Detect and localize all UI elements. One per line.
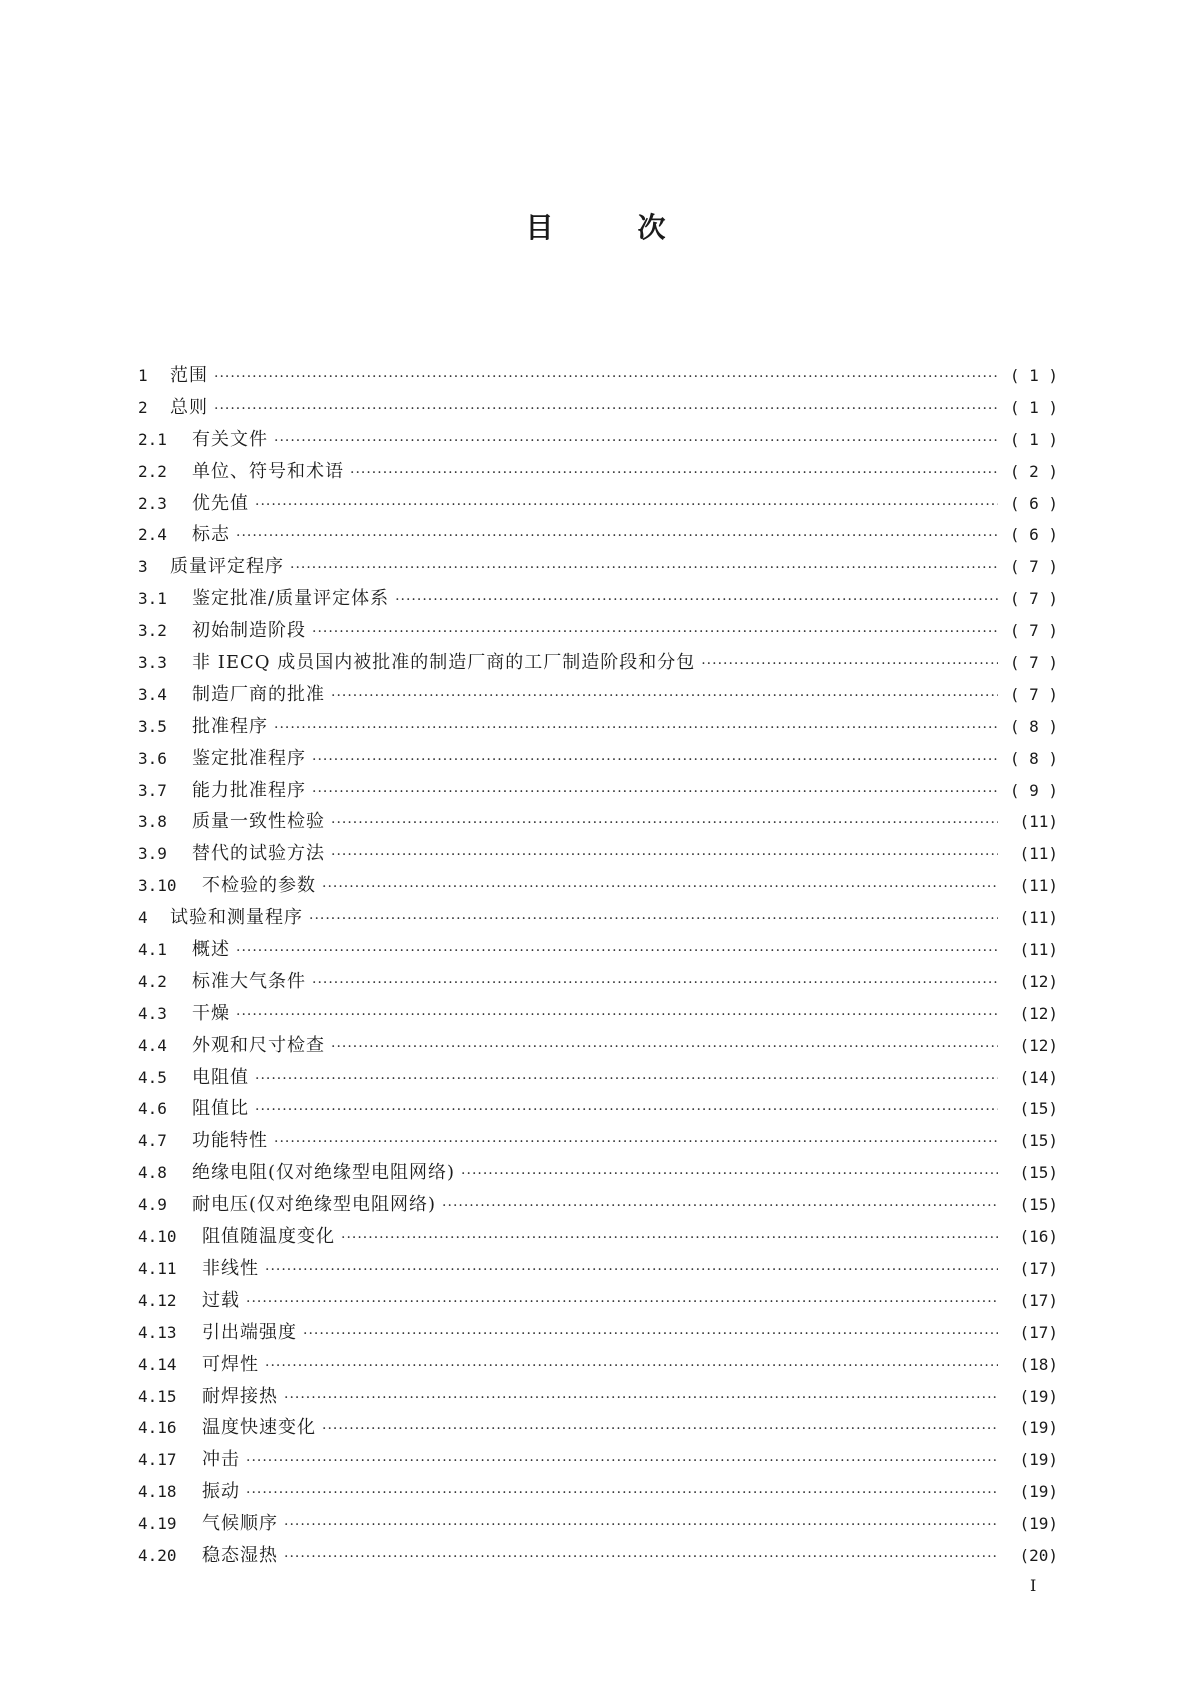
toc-entry-number: 4.4 bbox=[138, 1035, 167, 1055]
toc-entry-number: 3.10 bbox=[138, 876, 177, 896]
toc-entry[interactable] bbox=[138, 1062, 1058, 1094]
toc-entry-page: ( 7 ) bbox=[1009, 589, 1058, 609]
toc-entry-number: 3.1 bbox=[138, 589, 167, 609]
toc-entry-title: 单位、符号和术语 bbox=[192, 460, 344, 482]
toc-entry[interactable] bbox=[138, 1253, 1058, 1285]
toc-entry-title: 鉴定批准/质量评定体系 bbox=[192, 588, 390, 610]
toc-entry-page: (12) bbox=[1019, 1003, 1058, 1023]
toc-entry-title: 优先值 bbox=[192, 492, 249, 514]
toc-entry-page: (19) bbox=[1019, 1386, 1058, 1406]
toc-entry[interactable] bbox=[138, 1317, 1058, 1349]
toc-entry-page: (15) bbox=[1019, 1163, 1058, 1183]
toc-entry[interactable] bbox=[138, 424, 1058, 456]
toc-entry-page: ( 1 ) bbox=[1009, 397, 1058, 417]
table-of-contents bbox=[138, 360, 1058, 1572]
toc-entry[interactable] bbox=[138, 743, 1058, 775]
toc-leader-dots bbox=[265, 1255, 998, 1287]
toc-leader-dots bbox=[461, 1159, 998, 1191]
toc-entry-title: 过载 bbox=[202, 1289, 240, 1311]
toc-entry[interactable] bbox=[138, 1221, 1058, 1253]
toc-entry-title: 绝缘电阻(仅对绝缘型电阻网络) bbox=[192, 1162, 456, 1184]
toc-leader-dots bbox=[255, 490, 998, 522]
toc-entry-number: 2.4 bbox=[138, 525, 167, 545]
toc-entry[interactable] bbox=[138, 1508, 1058, 1540]
toc-entry-page: (17) bbox=[1019, 1290, 1058, 1310]
toc-entry[interactable] bbox=[138, 583, 1058, 615]
toc-leader-dots bbox=[442, 1191, 998, 1223]
toc-entry-page: (11) bbox=[1019, 812, 1058, 832]
toc-entry-title: 总则 bbox=[170, 396, 208, 418]
toc-entry[interactable] bbox=[138, 1093, 1058, 1125]
toc-entry-number: 3.6 bbox=[138, 748, 167, 768]
toc-entry-page: ( 1 ) bbox=[1009, 429, 1058, 449]
toc-entry-title: 外观和尺寸检查 bbox=[192, 1034, 325, 1056]
toc-entry-title: 不检验的参数 bbox=[202, 875, 316, 897]
toc-entry-page: (15) bbox=[1019, 1131, 1058, 1151]
toc-entry-number: 4.16 bbox=[138, 1418, 177, 1438]
toc-entry-page: (19) bbox=[1019, 1450, 1058, 1470]
toc-entry-page: (12) bbox=[1019, 1035, 1058, 1055]
toc-entry-title: 质量一致性检验 bbox=[192, 811, 325, 833]
toc-leader-dots bbox=[331, 808, 998, 840]
toc-entry[interactable] bbox=[138, 1030, 1058, 1062]
toc-entry-page: (14) bbox=[1019, 1067, 1058, 1087]
toc-leader-dots bbox=[290, 553, 998, 585]
toc-entry[interactable] bbox=[138, 519, 1058, 551]
toc-entry-number: 4.2 bbox=[138, 971, 167, 991]
toc-entry[interactable] bbox=[138, 1285, 1058, 1317]
toc-entry-number: 2.3 bbox=[138, 493, 167, 513]
toc-entry-title: 初始制造阶段 bbox=[192, 620, 306, 642]
toc-entry-page: ( 7 ) bbox=[1009, 621, 1058, 641]
toc-entry-number: 4.19 bbox=[138, 1514, 177, 1534]
toc-leader-dots bbox=[312, 745, 998, 777]
toc-entry-page: (11) bbox=[1019, 876, 1058, 896]
toc-entry[interactable] bbox=[138, 711, 1058, 743]
toc-entry-page: (11) bbox=[1019, 844, 1058, 864]
toc-entry-number: 4.10 bbox=[138, 1227, 177, 1247]
toc-entry[interactable] bbox=[138, 1157, 1058, 1189]
toc-entry-title: 标准大气条件 bbox=[192, 970, 306, 992]
toc-entry-page: ( 7 ) bbox=[1009, 684, 1058, 704]
toc-entry-title: 电阻值 bbox=[192, 1066, 249, 1088]
toc-leader-dots bbox=[214, 394, 998, 426]
toc-leader-dots bbox=[341, 1223, 998, 1255]
page-folio: I bbox=[1030, 1576, 1037, 1595]
toc-entry[interactable] bbox=[138, 615, 1058, 647]
toc-entry-title: 阻值比 bbox=[192, 1098, 249, 1120]
toc-leader-dots bbox=[255, 1095, 998, 1127]
toc-entry-page: (15) bbox=[1019, 1195, 1058, 1215]
toc-entry-number: 4.15 bbox=[138, 1386, 177, 1406]
toc-leader-dots bbox=[312, 777, 998, 809]
toc-entry-page: (18) bbox=[1019, 1354, 1058, 1374]
toc-entry-title: 气候顺序 bbox=[202, 1513, 278, 1535]
toc-entry[interactable] bbox=[138, 1540, 1058, 1572]
toc-entry-number: 3.8 bbox=[138, 812, 167, 832]
toc-entry[interactable] bbox=[138, 1349, 1058, 1381]
toc-entry-number: 3.2 bbox=[138, 621, 167, 641]
toc-entry-title: 引出端强度 bbox=[202, 1321, 297, 1343]
toc-entry-page: ( 1 ) bbox=[1009, 366, 1058, 385]
toc-leader-dots bbox=[284, 1542, 998, 1574]
toc-entry[interactable] bbox=[138, 456, 1058, 488]
toc-entry-title: 耐电压(仅对绝缘型电阻网络) bbox=[192, 1194, 437, 1216]
toc-leader-dots bbox=[214, 362, 998, 394]
toc-entry-page: ( 6 ) bbox=[1009, 493, 1058, 513]
toc-leader-dots bbox=[265, 1351, 998, 1383]
page-title-char-1: 目 bbox=[525, 211, 554, 244]
toc-entry-number: 4.9 bbox=[138, 1195, 167, 1215]
toc-leader-dots bbox=[255, 1064, 998, 1096]
toc-entry[interactable] bbox=[138, 360, 1058, 392]
toc-entry-title: 干燥 bbox=[192, 1002, 230, 1024]
toc-entry-title: 非 IECQ 成员国内被批准的制造厂商的工厂制造阶段和分包 bbox=[192, 652, 696, 674]
toc-entry-number: 4 bbox=[138, 908, 148, 928]
toc-entry-title: 能力批准程序 bbox=[192, 779, 306, 801]
toc-entry[interactable] bbox=[138, 679, 1058, 711]
toc-entry-number: 4.6 bbox=[138, 1099, 167, 1119]
toc-entry-title: 质量评定程序 bbox=[170, 556, 284, 578]
toc-leader-dots bbox=[309, 904, 998, 936]
toc-entry[interactable] bbox=[138, 488, 1058, 520]
toc-leader-dots bbox=[322, 872, 998, 904]
toc-leader-dots bbox=[331, 840, 998, 872]
toc-entry[interactable] bbox=[138, 838, 1058, 870]
toc-entry-number: 3.9 bbox=[138, 844, 167, 864]
toc-leader-dots bbox=[274, 713, 998, 745]
toc-leader-dots bbox=[236, 521, 998, 553]
toc-entry[interactable] bbox=[138, 1381, 1058, 1413]
toc-leader-dots bbox=[246, 1446, 998, 1478]
toc-entry-page: ( 8 ) bbox=[1009, 716, 1058, 736]
toc-entry[interactable] bbox=[138, 1412, 1058, 1444]
toc-entry-title: 功能特性 bbox=[192, 1130, 268, 1152]
toc-leader-dots bbox=[246, 1478, 998, 1510]
toc-entry-title: 冲击 bbox=[202, 1449, 240, 1471]
toc-entry-title: 可焊性 bbox=[202, 1353, 259, 1375]
toc-entry-number: 2.2 bbox=[138, 461, 167, 481]
toc-entry[interactable] bbox=[138, 998, 1058, 1030]
toc-entry[interactable] bbox=[138, 870, 1058, 902]
toc-entry-page: ( 7 ) bbox=[1009, 653, 1058, 673]
toc-entry[interactable] bbox=[138, 775, 1058, 807]
toc-leader-dots bbox=[236, 1000, 998, 1032]
toc-entry-number: 4.3 bbox=[138, 1003, 167, 1023]
toc-leader-dots bbox=[274, 426, 998, 458]
toc-leader-dots bbox=[246, 1287, 998, 1319]
toc-leader-dots bbox=[331, 681, 998, 713]
toc-entry-title: 稳态湿热 bbox=[202, 1544, 278, 1566]
toc-entry-page: (19) bbox=[1019, 1418, 1058, 1438]
toc-leader-dots bbox=[284, 1510, 998, 1542]
toc-entry-number: 1 bbox=[138, 366, 148, 385]
toc-entry[interactable] bbox=[138, 1444, 1058, 1476]
toc-entry-number: 4.7 bbox=[138, 1131, 167, 1151]
toc-entry-page: ( 9 ) bbox=[1009, 780, 1058, 800]
toc-entry-page: ( 7 ) bbox=[1009, 557, 1058, 577]
toc-leader-dots bbox=[350, 458, 998, 490]
toc-entry-title: 制造厂商的批准 bbox=[192, 683, 325, 705]
toc-entry-number: 2.1 bbox=[138, 429, 167, 449]
toc-entry-number: 4.18 bbox=[138, 1482, 177, 1502]
page-title bbox=[0, 208, 1191, 248]
toc-entry-number: 2 bbox=[138, 397, 148, 417]
toc-entry-page: (17) bbox=[1019, 1322, 1058, 1342]
toc-entry-title: 替代的试验方法 bbox=[192, 843, 325, 865]
toc-entry-number: 4.8 bbox=[138, 1163, 167, 1183]
toc-entry-title: 批准程序 bbox=[192, 715, 268, 737]
toc-leader-dots bbox=[312, 968, 998, 1000]
toc-entry-number: 4.14 bbox=[138, 1354, 177, 1374]
toc-leader-dots bbox=[274, 1127, 998, 1159]
toc-leader-dots bbox=[331, 1032, 998, 1064]
toc-entry-number: 3.7 bbox=[138, 780, 167, 800]
toc-entry[interactable] bbox=[138, 806, 1058, 838]
toc-entry[interactable] bbox=[138, 934, 1058, 966]
toc-entry-title: 非线性 bbox=[202, 1257, 259, 1279]
toc-entry-title: 鉴定批准程序 bbox=[192, 747, 306, 769]
toc-leader-dots bbox=[312, 617, 998, 649]
toc-leader-dots bbox=[395, 585, 998, 617]
toc-leader-dots bbox=[236, 936, 998, 968]
toc-entry[interactable] bbox=[138, 1189, 1058, 1221]
toc-entry[interactable] bbox=[138, 551, 1058, 583]
toc-entry-page: (20) bbox=[1019, 1545, 1058, 1565]
toc-entry-page: (15) bbox=[1019, 1099, 1058, 1119]
toc-entry-number: 4.5 bbox=[138, 1067, 167, 1087]
toc-entry-title: 有关文件 bbox=[192, 428, 268, 450]
toc-entry-number: 3.5 bbox=[138, 716, 167, 736]
toc-leader-dots bbox=[284, 1383, 998, 1415]
toc-leader-dots bbox=[701, 649, 998, 681]
toc-leader-dots bbox=[303, 1319, 998, 1351]
toc-entry-title: 标志 bbox=[192, 524, 230, 546]
toc-entry[interactable] bbox=[138, 647, 1058, 679]
toc-entry-number: 4.12 bbox=[138, 1290, 177, 1310]
toc-entry-page: ( 8 ) bbox=[1009, 748, 1058, 768]
toc-entry-page: (17) bbox=[1019, 1258, 1058, 1278]
toc-entry-number: 4.13 bbox=[138, 1322, 177, 1342]
toc-entry-page: (11) bbox=[1019, 908, 1058, 928]
toc-entry-number: 4.20 bbox=[138, 1545, 177, 1565]
toc-entry-title: 阻值随温度变化 bbox=[202, 1226, 335, 1248]
toc-entry-number: 3.3 bbox=[138, 653, 167, 673]
toc-entry-title: 耐焊接热 bbox=[202, 1385, 278, 1407]
toc-entry[interactable] bbox=[138, 392, 1058, 424]
toc-entry[interactable] bbox=[138, 966, 1058, 998]
toc-entry-page: ( 6 ) bbox=[1009, 525, 1058, 545]
toc-entry-number: 4.17 bbox=[138, 1450, 177, 1470]
toc-entry-page: (11) bbox=[1019, 940, 1058, 960]
toc-entry-number: 4.11 bbox=[138, 1258, 177, 1278]
toc-entry-page: (12) bbox=[1019, 971, 1058, 991]
page-title-char-2: 次 bbox=[637, 211, 666, 244]
toc-entry[interactable] bbox=[138, 902, 1058, 934]
toc-entry[interactable] bbox=[138, 1476, 1058, 1508]
toc-entry-title: 范围 bbox=[170, 365, 208, 386]
toc-entry[interactable] bbox=[138, 1125, 1058, 1157]
toc-entry-title: 振动 bbox=[202, 1481, 240, 1503]
toc-entry-number: 4.1 bbox=[138, 940, 167, 960]
toc-entry-page: ( 2 ) bbox=[1009, 461, 1058, 481]
toc-entry-title: 试验和测量程序 bbox=[170, 907, 303, 929]
toc-entry-page: (16) bbox=[1019, 1227, 1058, 1247]
toc-entry-page: (19) bbox=[1019, 1482, 1058, 1502]
toc-entry-page: (19) bbox=[1019, 1514, 1058, 1534]
toc-entry-number: 3.4 bbox=[138, 684, 167, 704]
toc-leader-dots bbox=[322, 1414, 998, 1446]
toc-entry-title: 概述 bbox=[192, 939, 230, 961]
toc-entry-number: 3 bbox=[138, 557, 148, 577]
toc-entry-title: 温度快速变化 bbox=[202, 1417, 316, 1439]
